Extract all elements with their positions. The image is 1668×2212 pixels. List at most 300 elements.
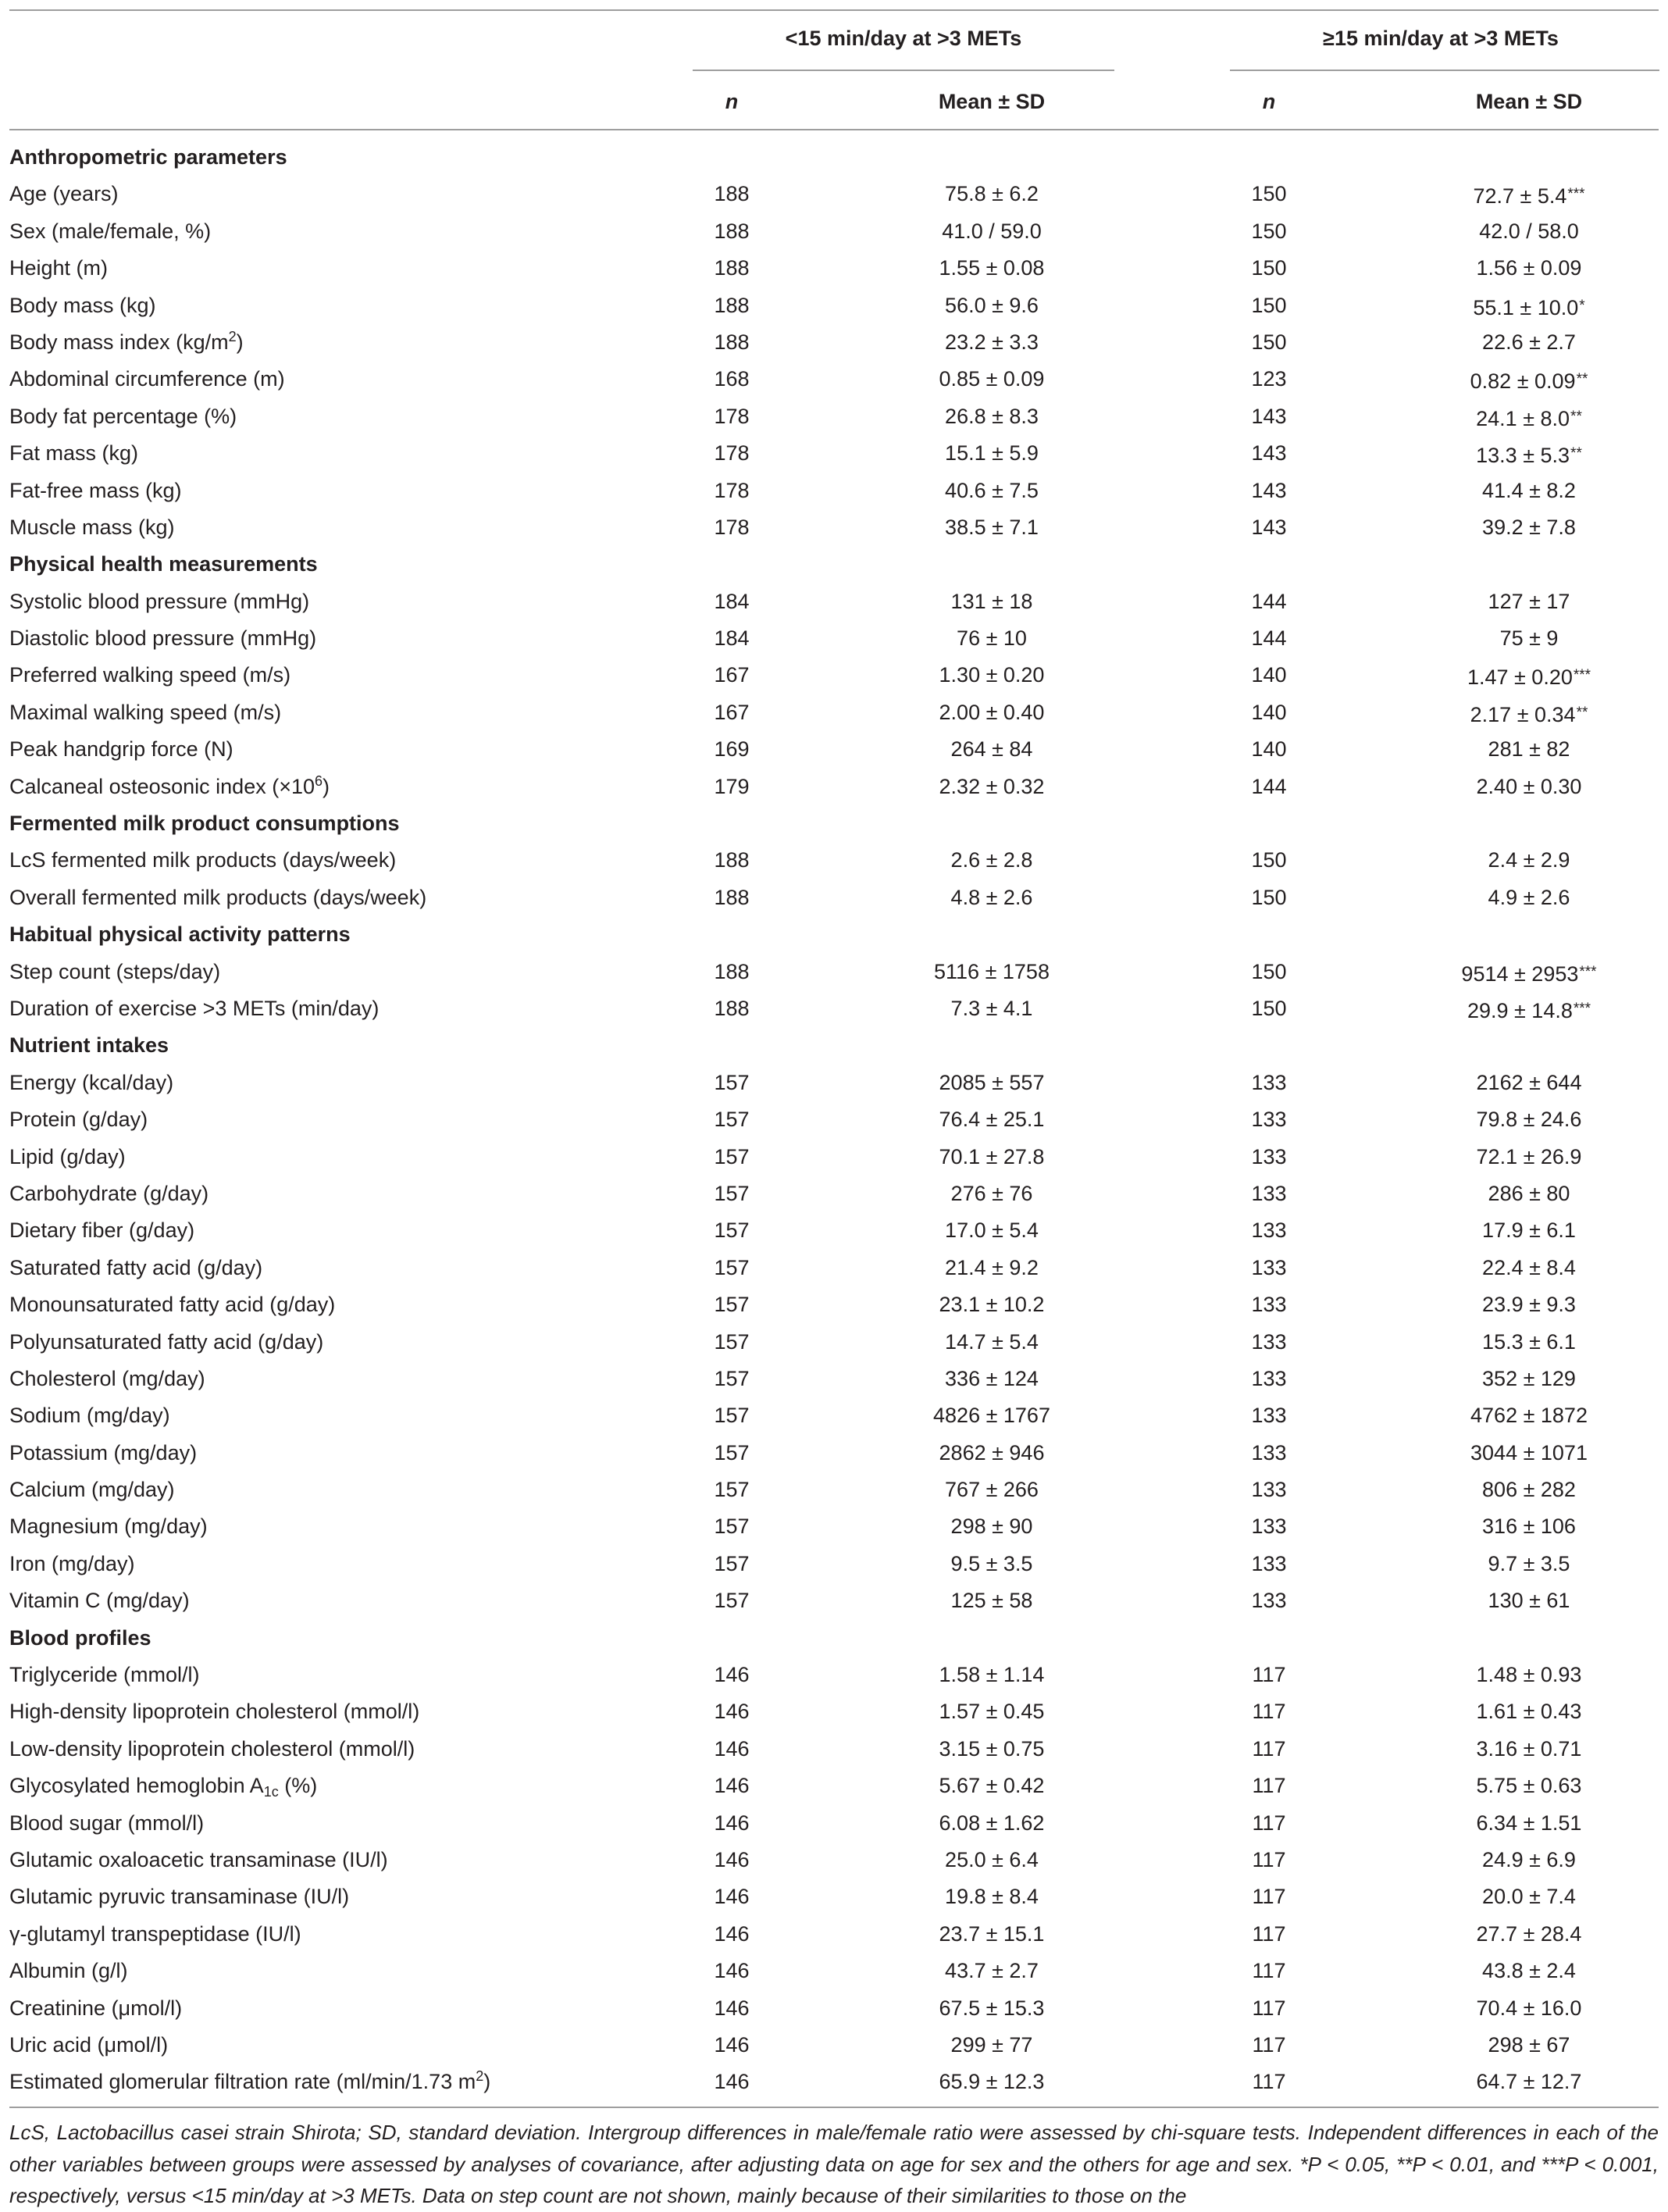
group2-n-cell: 117 <box>1252 1663 1286 1687</box>
row-label: Calcium (mg/day) <box>9 1478 175 1502</box>
group1-n-cell: 146 <box>714 1700 750 1724</box>
group2-mean-cell: 70.4 ± 16.0 <box>1476 1996 1582 2020</box>
table-row <box>0 213 1668 250</box>
table-row <box>0 1805 1668 1842</box>
group1-mean-cell: 2.00 ± 0.40 <box>939 700 1045 724</box>
row-label: Sodium (mg/day) <box>9 1404 170 1428</box>
group1-n-cell: 178 <box>714 515 750 539</box>
group2-n-cell: 150 <box>1251 182 1287 206</box>
table-row <box>0 287 1668 324</box>
group2-mean-cell: 9.7 ± 3.5 <box>1488 1551 1570 1575</box>
group2-mean-cell: 22.6 ± 2.7 <box>1482 330 1576 354</box>
group1-mean-cell: 5.67 ± 0.42 <box>939 1774 1045 1798</box>
group1-n-cell: 157 <box>714 1589 750 1613</box>
group2-n-cell: 133 <box>1251 1144 1287 1168</box>
group1-mean-header: Mean ± SD <box>938 90 1046 113</box>
group2-n-cell: 143 <box>1251 478 1287 502</box>
group1-underline <box>693 70 1114 71</box>
table-row <box>0 954 1668 990</box>
significance-marker: *** <box>1567 186 1585 203</box>
group2-mean-cell: 1.56 ± 0.09 <box>1476 256 1582 280</box>
group2-n-cell: 117 <box>1252 1774 1286 1798</box>
group2-n-cell: 133 <box>1251 1218 1287 1243</box>
group1-mean-cell: 41.0 / 59.0 <box>942 219 1042 243</box>
table-row <box>0 509 1668 546</box>
group1-n-cell: 157 <box>714 1181 750 1205</box>
table-row <box>0 657 1668 694</box>
table-row <box>0 1842 1668 1878</box>
group1-n-cell: 157 <box>714 1108 750 1132</box>
group1-mean-cell: 21.4 ± 9.2 <box>945 1255 1039 1279</box>
section-title: Physical health measurements <box>9 552 318 576</box>
table-row <box>0 1139 1668 1176</box>
group2-mean-cell: 352 ± 129 <box>1482 1366 1576 1390</box>
section-header-row <box>0 546 1668 583</box>
group1-n-cell: 178 <box>714 441 750 466</box>
table-row <box>0 1953 1668 1989</box>
group2-mean-cell: 24.9 ± 6.9 <box>1482 1847 1576 1871</box>
group2-mean-cell: 6.34 ± 1.51 <box>1476 1811 1582 1835</box>
table-row <box>0 1435 1668 1472</box>
group2-mean-cell: 15.3 ± 6.1 <box>1482 1329 1576 1354</box>
group1-n-cell: 146 <box>714 1959 750 1983</box>
group2-mean-cell: 2.4 ± 2.9 <box>1488 848 1570 872</box>
group1-mean-cell: 9.5 ± 3.5 <box>950 1551 1033 1575</box>
table-row <box>0 398 1668 435</box>
group2-n-cell: 144 <box>1251 774 1287 798</box>
group1-mean-cell: 1.55 ± 0.08 <box>939 256 1045 280</box>
group1-n-cell: 188 <box>714 182 750 206</box>
table-row <box>0 1212 1668 1249</box>
row-label: Albumin (g/l) <box>9 1959 128 1983</box>
table-row <box>0 1693 1668 1730</box>
group2-n-cell: 140 <box>1251 737 1287 762</box>
table-row <box>0 324 1668 361</box>
row-label: Body mass index $(kg/m^2)$ <box>9 328 244 354</box>
group1-mean-cell: 5116 ± 1758 <box>934 959 1050 983</box>
group1-mean-cell: 6.08 ± 1.62 <box>939 1811 1045 1835</box>
group1-mean-cell: 15.1 ± 5.9 <box>945 441 1039 466</box>
group1-mean-cell: 76.4 ± 25.1 <box>939 1108 1045 1132</box>
group2-n-cell: 150 <box>1251 959 1287 983</box>
group1-mean-cell: 19.8 ± 8.4 <box>945 1885 1039 1909</box>
group2-mean-cell: 806 ± 282 <box>1482 1478 1576 1502</box>
group1-n-cell: 157 <box>714 1440 750 1465</box>
group2-n-cell: 117 <box>1252 2070 1286 2094</box>
group1-n-cell: 167 <box>714 700 750 724</box>
group1-header: <15 min/day at >3 METs <box>785 27 1022 50</box>
group2-mean-cell: 13.3 ± 5.3** <box>1476 444 1582 468</box>
section-header-row <box>0 805 1668 842</box>
group2-n-cell: 117 <box>1252 1885 1286 1909</box>
group1-n-cell: 188 <box>714 959 750 983</box>
group1-mean-cell: 1.57 ± 0.45 <box>939 1700 1045 1724</box>
group2-mean-cell: 281 ± 82 <box>1488 737 1570 762</box>
row-label: Maximal walking speed (m/s) <box>9 700 282 724</box>
row-label: Carbohydrate (g/day) <box>9 1181 209 1205</box>
group1-n-cell: 178 <box>714 478 750 502</box>
group1-mean-cell: 43.7 ± 2.7 <box>945 1959 1039 1983</box>
group1-mean-cell: 25.0 ± 6.4 <box>945 1847 1039 1871</box>
group1-n-cell: 157 <box>714 1070 750 1094</box>
significance-marker: ** <box>1570 408 1582 425</box>
group2-mean-cell: 3044 ± 1071 <box>1470 1440 1588 1465</box>
group2-n-header: n <box>1262 90 1276 113</box>
table-row <box>0 1731 1668 1768</box>
group2-header: ≥15 min/day at >3 METs <box>1323 27 1559 50</box>
group2-mean-cell: 5.75 ± 0.63 <box>1476 1774 1582 1798</box>
table-footnote: LcS, Lactobacillus casei strain Shirota; SD, standard deviation. Intergroup differences in male/female ratio were assessed by chi-square tests. Independent differences in each of the other variables between groups were assessed by analyses of covariance, after adjusting data on age for sex and the others for age and sex. *P < 0.05, **P < 0.01, and ***P < 0.001, respectively, versus <15 min/day at >3 METs. Data on step count are not shown, mainly because of their similarities to those on the <box>9 2121 1659 2207</box>
row-label: Calcaneal osteosonic index $(\times 10^6)$ <box>9 772 330 798</box>
row-label: Lipid (g/day) <box>9 1144 126 1168</box>
significance-marker: *** <box>1579 963 1597 980</box>
group1-mean-cell: 1.30 ± 0.20 <box>939 663 1045 687</box>
table-row <box>0 1361 1668 1397</box>
row-label: Saturated fatty acid (g/day) <box>9 1255 263 1279</box>
group2-mean-cell: 0.82 ± 0.09** <box>1470 369 1588 394</box>
group2-n-cell: 133 <box>1251 1070 1287 1094</box>
group2-mean-cell: 2.40 ± 0.30 <box>1476 774 1582 798</box>
group2-mean-cell: 42.0 / 58.0 <box>1479 219 1579 243</box>
group2-mean-cell: 298 ± 67 <box>1488 2032 1570 2057</box>
row-label: γ-glutamyl transpeptidase (IU/l) <box>9 1921 301 1946</box>
group1-n-cell: 146 <box>714 2070 750 2094</box>
group2-mean-cell: 1.48 ± 0.93 <box>1476 1663 1582 1687</box>
group2-mean-cell: 41.4 ± 8.2 <box>1482 478 1576 502</box>
group1-mean-cell: 4.8 ± 2.6 <box>950 885 1033 909</box>
row-label: Step count (steps/day) <box>9 959 221 983</box>
group2-n-cell: 150 <box>1251 885 1287 909</box>
group2-n-cell: 117 <box>1252 1959 1286 1983</box>
group1-mean-cell: 0.85 ± 0.09 <box>939 367 1045 391</box>
row-label: Overall fermented milk products (days/week) <box>9 885 427 909</box>
group1-n-cell: 146 <box>714 1885 750 1909</box>
table-row <box>0 1878 1668 1915</box>
table-row <box>0 1176 1668 1212</box>
table-row <box>0 250 1668 287</box>
row-label: Glutamic pyruvic transaminase (IU/l) <box>9 1885 350 1909</box>
group1-n-header: n <box>725 90 739 113</box>
group1-mean-cell: 276 ± 76 <box>950 1181 1033 1205</box>
group1-mean-cell: 26.8 ± 8.3 <box>945 404 1039 428</box>
table-row <box>0 1582 1668 1619</box>
group1-mean-cell: 299 ± 77 <box>950 2032 1033 2057</box>
group1-n-cell: 188 <box>714 330 750 354</box>
group1-mean-cell: 336 ± 124 <box>945 1366 1039 1390</box>
table-row <box>0 879 1668 916</box>
group2-n-cell: 133 <box>1251 1329 1287 1354</box>
group1-mean-cell: 2.6 ± 2.8 <box>950 848 1033 872</box>
row-label: Estimated glomerular filtration rate (ml/min/1.73 $m^2$) <box>9 2068 491 2094</box>
group2-n-cell: 144 <box>1251 589 1287 613</box>
row-label: Body fat percentage (%) <box>9 404 237 428</box>
table-row <box>0 1546 1668 1582</box>
row-label: Sex (male/female, %) <box>9 219 212 243</box>
group1-n-cell: 157 <box>714 1144 750 1168</box>
table-top-rule <box>9 9 1659 11</box>
group2-n-cell: 143 <box>1251 515 1287 539</box>
group1-mean-cell: 2085 ± 557 <box>939 1070 1045 1094</box>
group2-mean-cell: 2162 ± 644 <box>1476 1070 1582 1094</box>
group2-n-cell: 133 <box>1251 1181 1287 1205</box>
row-label: Abdominal circumference (m) <box>9 367 285 391</box>
row-label: Muscle mass (kg) <box>9 515 175 539</box>
group2-n-cell: 143 <box>1251 404 1287 428</box>
table-bottom-rule <box>9 2107 1659 2108</box>
group2-n-cell: 133 <box>1251 1551 1287 1575</box>
section-title: Fermented milk product consumptions <box>9 812 400 836</box>
group1-n-cell: 157 <box>714 1551 750 1575</box>
significance-marker: * <box>1579 297 1585 314</box>
section-header-row <box>0 1620 1668 1657</box>
group1-mean-cell: 56.0 ± 9.6 <box>945 293 1039 317</box>
group2-mean-cell: 17.9 ± 6.1 <box>1482 1218 1576 1243</box>
row-label: Diastolic blood pressure (mmHg) <box>9 626 317 651</box>
group2-mean-cell: 2.17 ± 0.34** <box>1470 702 1588 726</box>
group2-n-cell: 143 <box>1251 441 1287 466</box>
row-label: Glutamic oxaloacetic transaminase (IU/l) <box>9 1847 388 1871</box>
group1-n-cell: 157 <box>714 1329 750 1354</box>
table-row <box>0 990 1668 1027</box>
group1-n-cell: 146 <box>714 1736 750 1761</box>
group1-n-cell: 157 <box>714 1404 750 1428</box>
significance-marker: ** <box>1570 445 1582 462</box>
group1-n-cell: 167 <box>714 663 750 687</box>
significance-marker: *** <box>1573 1000 1591 1017</box>
group1-mean-cell: 3.15 ± 0.75 <box>939 1736 1045 1761</box>
group1-mean-cell: 67.5 ± 15.3 <box>939 1996 1045 2020</box>
group2-mean-cell: 72.1 ± 26.9 <box>1476 1144 1582 1168</box>
table-row <box>0 1286 1668 1323</box>
group2-mean-cell: 75 ± 9 <box>1499 626 1559 651</box>
group1-n-cell: 157 <box>714 1515 750 1539</box>
group1-n-cell: 188 <box>714 848 750 872</box>
group2-n-cell: 133 <box>1251 1255 1287 1279</box>
group1-n-cell: 188 <box>714 256 750 280</box>
group2-n-cell: 150 <box>1251 330 1287 354</box>
table-row <box>0 769 1668 805</box>
group2-mean-cell: 3.16 ± 0.71 <box>1476 1736 1582 1761</box>
table-row <box>0 1397 1668 1434</box>
group2-n-cell: 117 <box>1252 1700 1286 1724</box>
table-row <box>0 620 1668 657</box>
row-label: Uric acid (μmol/l) <box>9 2032 169 2057</box>
group1-n-cell: 168 <box>714 367 750 391</box>
section-title: Nutrient intakes <box>9 1033 169 1058</box>
group2-mean-cell: 29.9 ± 14.8*** <box>1467 998 1591 1022</box>
group2-n-cell: 144 <box>1251 626 1287 651</box>
row-label: Preferred walking speed (m/s) <box>9 663 291 687</box>
section-title: Habitual physical activity patterns <box>9 922 351 947</box>
row-label: LcS fermented milk products (days/week) <box>9 848 397 872</box>
group2-mean-cell: 1.61 ± 0.43 <box>1476 1700 1582 1724</box>
group2-n-cell: 140 <box>1251 700 1287 724</box>
row-label: Systolic blood pressure (mmHg) <box>9 589 310 613</box>
group1-n-cell: 157 <box>714 1478 750 1502</box>
row-label: Magnesium (mg/day) <box>9 1515 208 1539</box>
table-row <box>0 1250 1668 1286</box>
group1-mean-cell: 23.7 ± 15.1 <box>939 1921 1045 1946</box>
row-label: Vitamin C (mg/day) <box>9 1589 190 1613</box>
group2-n-cell: 117 <box>1252 2032 1286 2057</box>
table-row <box>0 361 1668 398</box>
row-label: Body mass (kg) <box>9 293 156 317</box>
row-label: Potassium (mg/day) <box>9 1440 198 1465</box>
significance-marker: *** <box>1573 667 1591 684</box>
group1-mean-cell: 767 ± 266 <box>945 1478 1039 1502</box>
group1-n-cell: 184 <box>714 589 750 613</box>
table-row <box>0 435 1668 472</box>
group2-n-cell: 150 <box>1251 256 1287 280</box>
table-row <box>0 1657 1668 1693</box>
significance-marker: ** <box>1576 371 1588 388</box>
table-row <box>0 1101 1668 1138</box>
group2-n-cell: 117 <box>1252 1811 1286 1835</box>
section-title: Anthropometric parameters <box>9 145 287 169</box>
row-label: Protein (g/day) <box>9 1108 148 1132</box>
group2-n-cell: 117 <box>1252 1847 1286 1871</box>
group1-n-cell: 179 <box>714 774 750 798</box>
group2-mean-cell: 316 ± 106 <box>1482 1515 1576 1539</box>
group2-n-cell: 133 <box>1251 1589 1287 1613</box>
group2-n-cell: 140 <box>1251 663 1287 687</box>
row-label: Fat-free mass (kg) <box>9 478 182 502</box>
group1-mean-cell: 1.58 ± 1.14 <box>939 1663 1045 1687</box>
group1-n-cell: 188 <box>714 885 750 909</box>
row-label: Height (m) <box>9 256 109 280</box>
table-row <box>0 1065 1668 1101</box>
group1-n-cell: 146 <box>714 1663 750 1687</box>
section-header-row <box>0 139 1668 176</box>
table-row <box>0 2027 1668 2064</box>
group2-n-cell: 150 <box>1251 293 1287 317</box>
group1-n-cell: 178 <box>714 404 750 428</box>
row-label: High-density lipoprotein cholesterol (mmol/l) <box>9 1700 420 1724</box>
group2-mean-cell: 27.7 ± 28.4 <box>1476 1921 1582 1946</box>
group1-mean-cell: 75.8 ± 6.2 <box>945 182 1039 206</box>
group1-mean-cell: 17.0 ± 5.4 <box>945 1218 1039 1243</box>
table-row <box>0 1990 1668 2027</box>
table-row <box>0 583 1668 620</box>
group1-n-cell: 157 <box>714 1293 750 1317</box>
group2-mean-cell: 55.1 ± 10.0* <box>1473 295 1585 319</box>
section-title: Blood profiles <box>9 1625 151 1650</box>
row-label: Cholesterol (mg/day) <box>9 1366 205 1390</box>
row-label: Fat mass (kg) <box>9 441 139 466</box>
group1-n-cell: 188 <box>714 293 750 317</box>
group1-n-cell: 146 <box>714 1774 750 1798</box>
table-row <box>0 176 1668 212</box>
group1-mean-cell: 23.1 ± 10.2 <box>939 1293 1045 1317</box>
group2-n-cell: 117 <box>1252 1736 1286 1761</box>
group2-mean-cell: 72.7 ± 5.4*** <box>1473 184 1585 209</box>
group2-n-cell: 133 <box>1251 1515 1287 1539</box>
group1-mean-cell: 23.2 ± 3.3 <box>945 330 1039 354</box>
group2-mean-cell: 24.1 ± 8.0** <box>1476 406 1582 430</box>
group2-n-cell: 117 <box>1252 1921 1286 1946</box>
group1-n-cell: 146 <box>714 1996 750 2020</box>
group1-n-cell: 169 <box>714 737 750 762</box>
group1-mean-cell: 264 ± 84 <box>950 737 1033 762</box>
group1-n-cell: 146 <box>714 1847 750 1871</box>
row-label: Low-density lipoprotein cholesterol (mmol/l) <box>9 1736 415 1761</box>
group1-mean-cell: 298 ± 90 <box>950 1515 1033 1539</box>
significance-marker: ** <box>1576 704 1588 721</box>
table-row <box>0 1768 1668 1804</box>
group1-n-cell: 146 <box>714 1811 750 1835</box>
group1-mean-cell: 40.6 ± 7.5 <box>945 478 1039 502</box>
row-label: Dietary fiber (g/day) <box>9 1218 195 1243</box>
group2-mean-cell: 286 ± 80 <box>1488 1181 1570 1205</box>
group2-n-cell: 133 <box>1251 1108 1287 1132</box>
group2-n-cell: 133 <box>1251 1440 1287 1465</box>
group1-n-cell: 157 <box>714 1255 750 1279</box>
group1-n-cell: 146 <box>714 2032 750 2057</box>
table-row <box>0 1472 1668 1508</box>
table-row <box>0 1324 1668 1361</box>
row-label: Monounsaturated fatty acid (g/day) <box>9 1293 336 1317</box>
group2-n-cell: 150 <box>1251 848 1287 872</box>
section-header-row <box>0 1027 1668 1064</box>
section-header-row <box>0 916 1668 953</box>
group2-mean-cell: 20.0 ± 7.4 <box>1482 1885 1576 1909</box>
group1-mean-cell: 2.32 ± 0.32 <box>939 774 1045 798</box>
group1-n-cell: 146 <box>714 1921 750 1946</box>
group2-n-cell: 133 <box>1251 1478 1287 1502</box>
row-label: Blood sugar (mmol/l) <box>9 1811 205 1835</box>
group2-n-cell: 133 <box>1251 1293 1287 1317</box>
row-label: Duration of exercise >3 METs (min/day) <box>9 996 380 1020</box>
group1-mean-cell: 65.9 ± 12.3 <box>939 2070 1045 2094</box>
group2-mean-cell: 64.7 ± 12.7 <box>1476 2070 1582 2094</box>
group1-n-cell: 157 <box>714 1366 750 1390</box>
group2-n-cell: 133 <box>1251 1404 1287 1428</box>
group2-mean-cell: 23.9 ± 9.3 <box>1482 1293 1576 1317</box>
group1-n-cell: 184 <box>714 626 750 651</box>
row-label: Peak handgrip force (N) <box>9 737 233 762</box>
row-label: Glycosylated hemoglobin $A_{1c}$ (%) <box>9 1774 318 1800</box>
group1-mean-cell: 125 ± 58 <box>950 1589 1033 1613</box>
group1-n-cell: 188 <box>714 219 750 243</box>
table-row <box>0 2064 1668 2100</box>
group1-mean-cell: 4826 ± 1767 <box>933 1404 1050 1428</box>
row-label: Energy (kcal/day) <box>9 1070 174 1094</box>
table-row <box>0 842 1668 879</box>
group2-mean-cell: 43.8 ± 2.4 <box>1482 1959 1576 1983</box>
group2-n-cell: 133 <box>1251 1366 1287 1390</box>
table-body <box>0 139 1668 2101</box>
group2-mean-cell: 1.47 ± 0.20*** <box>1467 665 1591 690</box>
row-label: Polyunsaturated fatty acid (g/day) <box>9 1329 324 1354</box>
group1-mean-cell: 76 ± 10 <box>957 626 1027 651</box>
group2-n-cell: 123 <box>1251 367 1287 391</box>
group1-n-cell: 157 <box>714 1218 750 1243</box>
group2-mean-cell: 9514 ± 2953*** <box>1461 962 1597 986</box>
group2-mean-cell: 39.2 ± 7.8 <box>1482 515 1576 539</box>
group2-mean-cell: 79.8 ± 24.6 <box>1476 1108 1582 1132</box>
group2-n-cell: 150 <box>1251 996 1287 1020</box>
group2-mean-cell: 4762 ± 1872 <box>1470 1404 1588 1428</box>
row-label: Creatinine (μmol/l) <box>9 1996 183 2020</box>
group1-mean-cell: 2862 ± 946 <box>939 1440 1045 1465</box>
group1-mean-cell: 14.7 ± 5.4 <box>945 1329 1039 1354</box>
group1-mean-cell: 38.5 ± 7.1 <box>945 515 1039 539</box>
group2-underline <box>1230 70 1659 71</box>
group1-mean-cell: 131 ± 18 <box>950 589 1033 613</box>
group1-n-cell: 188 <box>714 996 750 1020</box>
group2-mean-cell: 4.9 ± 2.6 <box>1488 885 1570 909</box>
group2-mean-cell: 127 ± 17 <box>1488 589 1570 613</box>
